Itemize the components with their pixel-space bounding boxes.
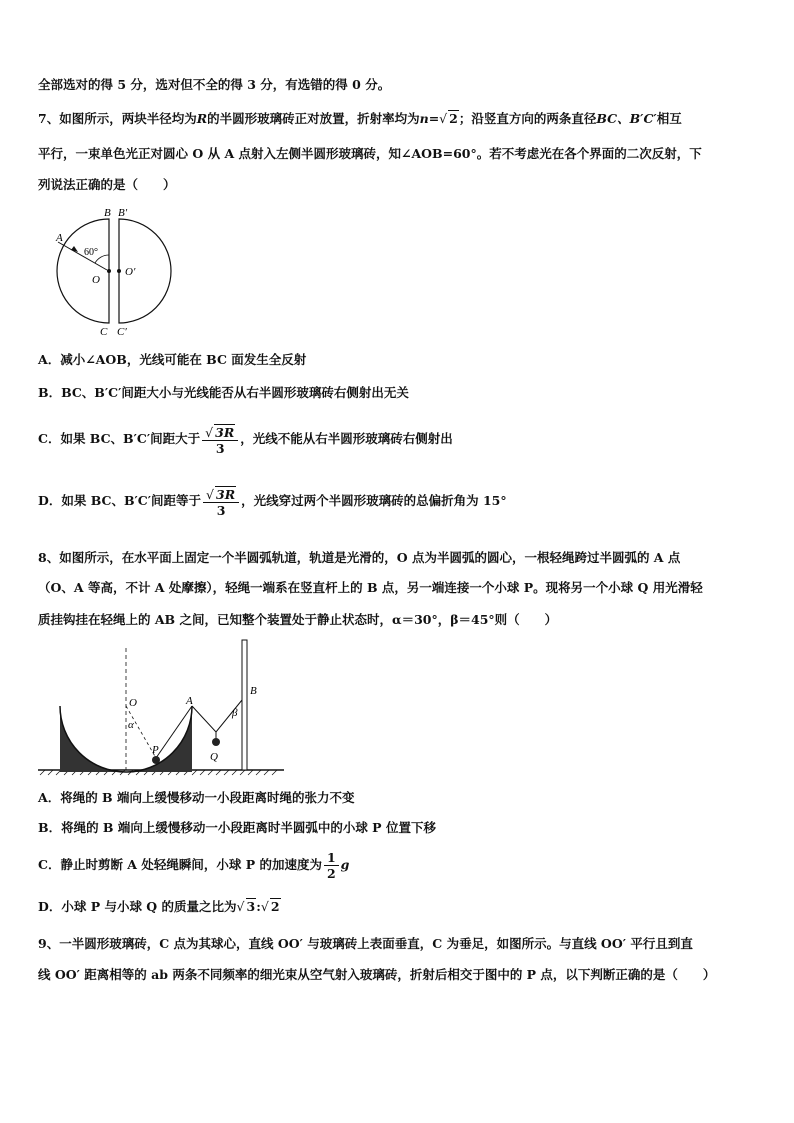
q7-text-d: 相互 <box>656 111 682 126</box>
q8-option-d: D．小球 P 与小球 Q 的质量之比为√ 3:√ 2 <box>38 899 280 914</box>
q8-option-c-frac: $\frac{1}{2}$ <box>324 850 339 881</box>
q8-option-d-pre: D．小球 P 与小球 Q 的质量之比为 <box>38 899 237 914</box>
q8-figure <box>36 636 286 781</box>
q7-text-b: 的半圆形玻璃砖正对放置，折射率均为 <box>207 111 420 126</box>
q7-option-c-frac: $\frac{√ 3R}{3}$ <box>202 424 238 456</box>
q7-text-c: ；沿竖直方向的两条直径 <box>458 111 597 126</box>
q7-var-BC: BC、B′C′ <box>596 111 657 126</box>
q7-figure <box>38 205 178 340</box>
label-O: O <box>92 274 100 286</box>
q7-option-b: B．BC、B′C′间距大小与光线能否从右半圆形玻璃砖右侧射出无关 <box>38 385 409 400</box>
center-O2-dot <box>117 269 121 273</box>
q8-line-3: 质挂钩挂在轻绳上的 AB 之间，已知整个装置处于静止状态时，α＝30°，β＝45°则（ ） <box>38 612 558 627</box>
q7-option-c-pre: C．如果 BC、B′C′间距大于 <box>38 431 201 446</box>
q9-line-1: 9、一半圆形玻璃砖，C 点为其球心，直线 OO′ 与玻璃砖上表面垂直，C 为垂足，如图所示。与直线 OO′ 平行且到直 <box>38 936 693 951</box>
vertical-rod <box>242 640 247 770</box>
q8-option-c <box>38 846 758 884</box>
label-B2: B′ <box>118 207 128 219</box>
q8-option-b: B．将绳的 B 端向上缓慢移动一小段距离时半圆弧中的小球 P 位置下移 <box>38 820 436 835</box>
label-angle: 60° <box>84 247 98 258</box>
track-left-support <box>60 706 126 772</box>
q7-option-d-pre: D．如果 BC、B′C′间距等于 <box>38 493 202 508</box>
label-beta: β <box>232 707 238 719</box>
center-O-dot <box>107 269 111 273</box>
left-semicircle <box>57 219 109 323</box>
q7-line-3: 列说法正确的是（ ） <box>38 177 176 192</box>
q9-line-2: 线 OO′ 距离相等的 ab 两条不同频率的细光束从空气射入玻璃砖，折射后相交于图中的 P 点，以下判断正确的是（ ） <box>38 967 716 982</box>
section-intro: 全部选对的得 5 分，选对但不全的得 3 分，有选错的得 0 分。 <box>38 77 391 92</box>
q7-option-d-frac: $\frac{√ 3R}{3}$ <box>203 486 239 518</box>
q7-line-2: 平行，一束单色光正对圆心 O 从 A 点射入左侧半圆形玻璃砖，知∠AOB=60°。若不考虑光在各个界面的二次反射，下 <box>38 146 702 161</box>
q7-option-c <box>38 420 758 458</box>
q7-option-a: A．减小∠AOB，光线可能在 BC 面发生全反射 <box>38 352 307 367</box>
q8-line-1: 8、如图所示，在水平面上固定一个半圆弧轨道，轨道是光滑的，O 点为半圆弧的圆心，一根轻绳跨过半圆弧的 A 点 <box>38 550 681 565</box>
light-ray <box>58 242 107 270</box>
sqrt-icon: √ <box>236 899 245 914</box>
label-Q: Q <box>210 751 218 763</box>
label-A: A <box>56 232 63 244</box>
q7-option-d-post: ，光线穿过两个半圆形玻璃砖的总偏折角为 15° <box>241 493 507 508</box>
q8-line-2: （O、A 等高，不计 A 处摩擦），轻绳一端系在竖直杆上的 B 点，另一端连接一个小球 P。现将另一个小球 Q 用光滑轻 <box>38 580 703 595</box>
label-O: O <box>129 697 137 709</box>
label-B: B <box>104 207 111 219</box>
q7-sqrt-arg: 2 <box>449 111 458 126</box>
q7-var-R: R <box>196 111 208 126</box>
q8-option-a: A．将绳的 B 端向上缓慢移动一小段距离时绳的张力不变 <box>38 790 355 805</box>
label-A: A <box>186 695 193 707</box>
ball-Q <box>212 738 220 746</box>
label-P: P <box>152 744 159 756</box>
ball-P <box>152 756 160 764</box>
sqrt-icon: √ <box>439 111 448 126</box>
q7-text-a: 7、如图所示，两块半径均为 <box>38 111 197 126</box>
q7-var-n: n= <box>419 111 440 126</box>
q7-option-c-post: ，光线不能从右半圆形玻璃砖右侧射出 <box>240 431 453 446</box>
q7-line-1 <box>38 110 758 127</box>
q8-option-c-post: g <box>340 857 350 872</box>
label-B: B <box>250 685 257 697</box>
label-alpha: α <box>128 719 134 731</box>
label-C: C <box>100 326 108 338</box>
label-C2: C′ <box>117 326 127 338</box>
q7-option-d <box>38 482 758 520</box>
label-O2: O′ <box>125 266 136 278</box>
sqrt-icon: √ <box>260 899 269 914</box>
q8-option-c-pre: C．静止时剪断 A 处轻绳瞬间，小球 P 的加速度为 <box>38 857 322 872</box>
